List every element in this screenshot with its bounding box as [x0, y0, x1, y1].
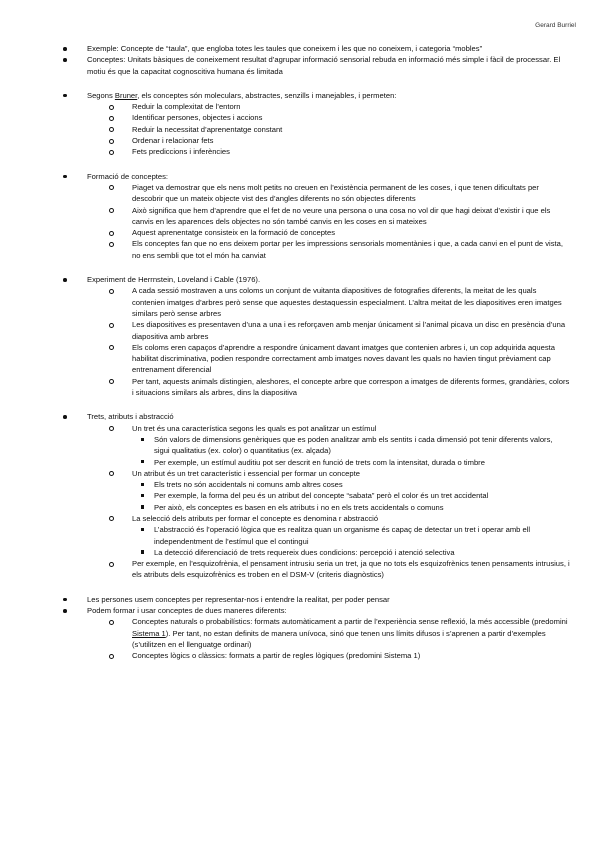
list-item: [107, 423, 570, 468]
section: [62, 274, 570, 398]
section-gap: [62, 261, 570, 274]
list-item: [107, 238, 570, 261]
list-item-text: Un atribut és un tret característic i essencial per formar un concepte: [132, 468, 360, 478]
bullet-list-level-2: [87, 285, 570, 398]
section-gap: [62, 581, 570, 594]
list-item: [62, 605, 570, 661]
list-item: [140, 457, 570, 468]
list-item: [107, 650, 570, 661]
list-item: [107, 146, 570, 157]
bullet-list-level-3: [132, 434, 570, 468]
list-item-text: Ordenar i relacionar fets: [132, 136, 214, 146]
list-item-text: Els trets no són accidentals ni comuns amb altres coses: [154, 480, 343, 490]
list-item: [107, 135, 570, 146]
bullet-list-level-2: [87, 423, 570, 581]
list-item-text: Piaget va demostrar que els nens molt petits no creuen en l’existència permanent de les coses, i que tenen dificultats per descobrir que un mateix objecte vist des d’angles diferents no són objectes diferents: [132, 182, 539, 204]
author-name: Gerard Burriel: [535, 22, 576, 29]
bullet-list-level-1: [62, 274, 570, 398]
list-item: [62, 171, 570, 261]
list-item: [107, 319, 570, 342]
list-item: [107, 101, 570, 112]
list-item: [107, 205, 570, 228]
list-item-text: Per això, els conceptes es basen en els atributs i no en els trets accidentals o comuns: [154, 502, 444, 512]
bullet-list-level-1: [62, 171, 570, 261]
list-item: [107, 182, 570, 205]
section-gap: [62, 398, 570, 411]
section: [62, 594, 570, 662]
list-item-text: La selecció dels atributs per formar el concepte es denomina r abstracció: [132, 513, 379, 523]
list-item: [107, 124, 570, 135]
list-item: [107, 285, 570, 319]
underlined-link[interactable]: Sistema 1: [132, 628, 166, 638]
list-item: [62, 90, 570, 158]
list-item: [107, 468, 570, 513]
section: [62, 43, 570, 77]
section: [62, 171, 570, 261]
list-item: [140, 524, 570, 547]
list-item-text: Els coloms eren capaços d’aprendre a respondre únicament davant imatges que contenien arbres i, un cop adquirida aquesta habilitat discriminativa, podien respondre correctament amb imatges noves davant les quals no havien tingut prèviament cap entrenament diferencial: [132, 342, 555, 375]
list-item-text: Podem formar i usar conceptes de dues maneres diferents:: [87, 606, 287, 616]
list-item: [107, 616, 570, 650]
list-item: [140, 479, 570, 490]
item-text-prefix: Segons: [87, 90, 115, 100]
list-item: [62, 411, 570, 580]
list-item-text: Reduir la necessitat d’aprenentatge constant: [132, 124, 283, 134]
list-item: [140, 502, 570, 513]
bullet-list-level-2: [87, 182, 570, 261]
list-item-text: L’abstracció és l’operació lògica que es realitza quan un organisme és capaç de detectar un tret i operar amb ell independentment de l’estímul que el contingui: [154, 525, 531, 546]
list-item-text: Reduir la complexitat de l’entorn: [132, 102, 241, 112]
list-item: [107, 227, 570, 238]
bullet-list-level-2: [87, 101, 570, 157]
notes-body: [62, 43, 570, 662]
list-item-text: Formació de conceptes:: [87, 171, 169, 181]
list-item: [140, 547, 570, 558]
list-item-text: [87, 91, 396, 100]
section-gap: [62, 77, 570, 90]
list-item: [140, 434, 570, 457]
list-item: [107, 112, 570, 123]
bullet-list-level-3: [132, 479, 570, 513]
list-item-text: Per exemple, un estímul auditiu pot ser descrit en funció de trets com la intensitat, durada o timbre: [154, 457, 485, 467]
section-gap: [62, 158, 570, 171]
list-item-text: Conceptes: Unitats bàsiques de coneixement resultat d’agrupar informació sensorial rebuda en informació més simple i fàcil de processar. El motiu és que la capacitat cognoscitiva humana és limitada: [87, 55, 561, 76]
list-item-text: Fets prediccions i inferències: [132, 147, 230, 157]
list-item-text: Experiment de Herrnstein, Loveland i Cable (1976).: [87, 275, 261, 285]
section: [62, 411, 570, 580]
list-item: [62, 54, 570, 77]
list-item: [107, 558, 570, 581]
underlined-link[interactable]: Bruner: [114, 90, 138, 100]
list-item-text: Les persones usem conceptes per representar-nos i entendre la realitat, per poder pensar: [87, 594, 390, 604]
list-item-text: Per exemple, la forma del peu és un atribut del concepte “sabata” però el color és un tret accidental: [154, 491, 489, 501]
list-item-text: [132, 617, 568, 649]
list-item: [62, 43, 570, 54]
bullet-list-level-1: [62, 594, 570, 662]
item-text-suffix: , els conceptes són moleculars, abstractes, senzills i manejables, i permeten:: [137, 90, 397, 100]
list-item-text: Això significa que hem d’aprendre que el fet de no veure una persona o una cosa no vol dir que hagi deixat d’existir i que els canvis en les aparences dels objectes no són també canvis en les coses en si mateixes: [132, 205, 551, 226]
list-item: [140, 490, 570, 501]
section: [62, 90, 570, 158]
bullet-list-level-1: [62, 43, 570, 77]
list-item-text: Conceptes lògics o clàssics: formats a partir de regles lògiques (predomini Sistema 1): [132, 651, 421, 661]
list-item-text: Per exemple, en l’esquizofrènia, el pensament intrusiu seria un tret, ja que no tots els esquizofrènics tenen pensaments intrusius, i els atributs dels esquizofrènics es troben en el DSM-V (criteris diagnòstics): [132, 559, 570, 580]
list-item-text: Per tant, aquests animals distingien, aleshores, el concepte arbre que correspon a imatges de diferents formes, grandàries, colors i situacions similars als arbres, dins la diapositiva: [132, 376, 570, 398]
list-item-text: Són valors de dimensions genèriques que es poden analitzar amb els sentits i cada dimensió pot tenir diferents valors, sigui qualitatius (ex. color) o quantitatius (ex. alçada): [154, 434, 553, 456]
item-text-prefix: Conceptes naturals o probabilístics: formats automàticament a partir de l’experiència sense reflexió, la més accessible (predomini: [132, 617, 568, 627]
list-item-text: Un tret és una característica segons les quals es pot analitzar un estímul: [132, 423, 377, 433]
list-item: [62, 274, 570, 398]
bullet-list-level-1: [62, 411, 570, 580]
list-item: [62, 594, 570, 605]
list-item-text: Les diapositives es presentaven d’una a una i es reforçaven amb menjar únicament si l’animal picava un disc en presència d’una diapositiva amb arbres: [132, 320, 566, 341]
bullet-list-level-3: [132, 524, 570, 558]
list-item-text: Aquest aprenentatge consisteix en la formació de conceptes: [132, 228, 336, 238]
list-item: [107, 342, 570, 376]
bullet-list-level-1: [62, 90, 570, 158]
list-item-text: Els conceptes fan que no ens deixem portar per les impressions sensorials momentànies i que, a cada canvi en el punt de vista, no ens sembli que tot el món ha canviat: [132, 239, 563, 260]
item-text-suffix: ). Per tant, no estan definits de manera unívoca, sinó que tenen uns límits difusos i s’aprenen a partir d’exemples (s’utilitzen en el llenguatge ordinari): [132, 628, 546, 649]
list-item-text: La detecció diferenciació de trets requereix dues condicions: percepció i atenció selectiva: [154, 547, 455, 557]
list-item-text: A cada sessió mostraven a uns coloms un conjunt de vuitanta diapositives de fotografies diferents, la meitat de les quals contenien imatges d’arbres però sense que aquestes destaquessin especialment. L’altra meitat de les diapositives eren imatges similars però sense arbres: [132, 286, 562, 318]
list-item: [107, 513, 570, 558]
list-item: [107, 376, 570, 399]
list-item-text: Identificar persones, objectes i accions: [132, 113, 263, 123]
bullet-list-level-2: [87, 616, 570, 661]
list-item-text: Trets, atributs i abstracció: [87, 412, 174, 422]
list-item-text: Exemple: Concepte de “taula”, que engloba totes les taules que coneixem i les que no coneixem, i categoria “mobles”: [87, 44, 483, 53]
